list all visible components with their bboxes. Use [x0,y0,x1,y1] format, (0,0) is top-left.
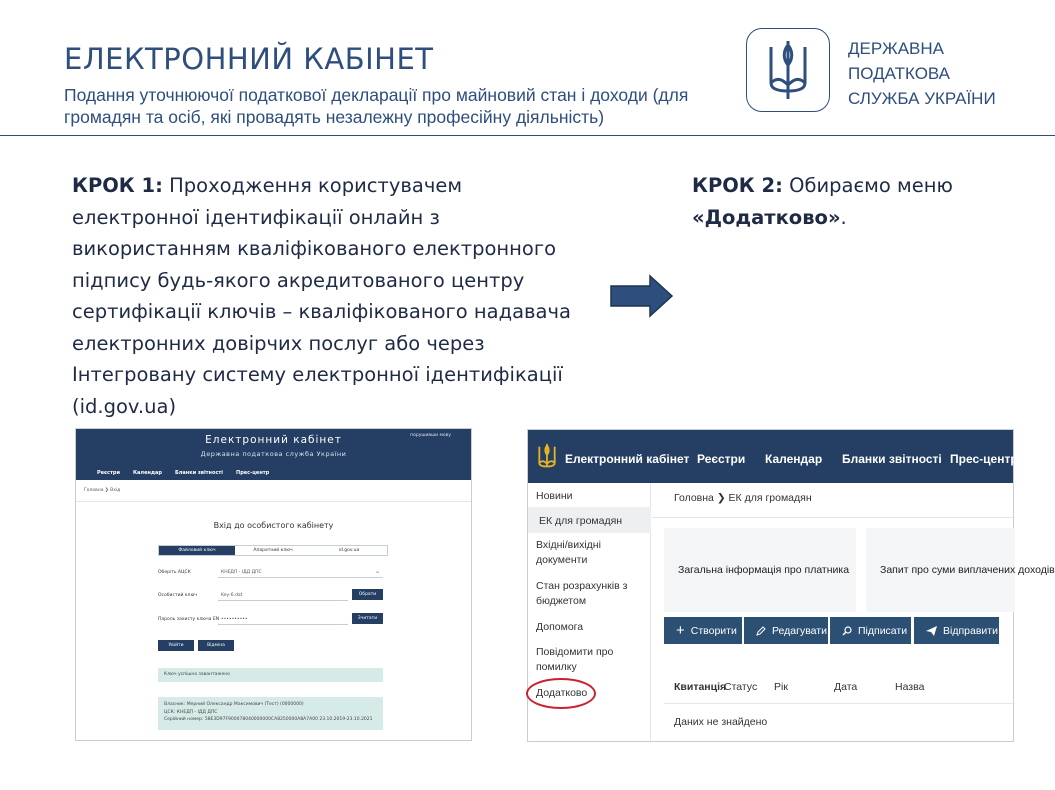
agency-name [848,36,996,111]
sidebar-item-additional[interactable]: Додатково [536,687,588,699]
breadcrumb-current: ЕК для громадян [728,492,812,504]
breadcrumb: Головна ❯ Вхід [76,480,471,502]
sign-button[interactable] [830,617,911,644]
column-date[interactable]: Дата [834,681,858,693]
step-1-description: Проходження користувачем електронної ідентифікації онлайн з використанням кваліфікованого електронного підпису будь-якого акредитованого центру сертифікації ключів – кваліфікованого надавача електронних довірчих послуг або через Інтегровану систему електронної ідентифікації (id.gov.ua) [72,174,571,418]
step-1-label: КРОК 1: [72,174,163,197]
column-year[interactable]: Рік [774,681,788,693]
arrow-right-icon [610,275,674,317]
send-button-label: Відправити [943,624,998,637]
nav-item[interactable]: Календар [132,469,162,476]
certificate-ca: ЦСК: КНЕДП - ІДД ДПС [164,709,218,715]
agency-name-line: ДЕРЖАВНА [848,39,944,58]
read-key-button[interactable]: Зчитати [352,613,383,624]
login-app-title: Електронний кабінет [205,434,342,446]
step-2-text [692,170,1032,233]
column-status[interactable]: Статус [724,681,758,693]
step-2-description: Обираємо меню [782,174,953,197]
password-input[interactable]: •••••••••• [218,615,348,625]
sidebar-item-report-error[interactable]: Повідомити про помилку [536,646,614,673]
plus-icon: + [676,622,685,639]
menu-report-forms[interactable]: Бланки звітності [842,452,942,466]
certificate-serial: Серійний номер: 58E3D97F900078040000000CA8250000A8A7A00 23.10.2019-23.10.2021 [164,717,373,722]
table-header-divider [664,703,1015,704]
agency-name-line: ПОДАТКОВА [848,64,951,83]
sign-button-label: Підписати [858,624,908,637]
chevron-down-icon: ⌄ [374,568,380,575]
login-nav [76,465,471,480]
menu-registries[interactable]: Реєстри [697,452,746,466]
login-button[interactable]: Увійти [158,640,194,651]
step-2-highlight: «Додатково» [692,205,841,229]
step-2-label: КРОК 2: [692,174,783,197]
highlight-ellipse [526,678,596,709]
tab-id-gov[interactable]: id.gov.ua [338,548,360,553]
trident-icon [766,39,810,101]
login-heading: Вхід до особистого кабінету [213,521,334,530]
key-label: Особистий ключ [158,593,197,598]
ca-select-row [158,568,388,578]
nav-item[interactable]: Бланки звітності [174,469,224,476]
login-app-subtitle: Державна податкова служба України [200,450,347,458]
create-button-label: Створити [690,624,737,637]
agency-name-line: СЛУЖБА УКРАЇНИ [848,89,996,108]
sidebar-item-news[interactable]: Новини [536,490,573,502]
password-label: Пароль захисту ключа EN [158,617,220,622]
cancel-button[interactable]: Відміна [198,640,234,651]
sidebar-item-citizens[interactable]: ЕК для громадян [539,515,623,527]
slide-subtitle: Подання уточнюючої податкової декларації про майновий стан і доходи (для громадян та осіб, які провадять незалежну професійну діяльність) [64,85,689,127]
cabinet-screenshot [527,429,1055,742]
step-2-tail: . [840,205,847,229]
header-divider [0,135,1055,136]
agency-logo [746,28,830,112]
sidebar-item-budget[interactable]: Стан розрахунків з бюджетом [536,580,628,607]
breadcrumb-home[interactable]: Головна [674,492,714,504]
column-receipt[interactable]: Квитанція [674,681,727,693]
slide-title: ЕЛЕКТРОННИЙ КАБІНЕТ [64,42,434,76]
column-name[interactable]: Назва [895,681,925,693]
nav-item[interactable]: Реєстри [97,469,120,476]
empty-table-message: Даних не знайдено [674,716,768,728]
choose-file-button[interactable]: Обрати [352,589,383,600]
breadcrumb [674,492,812,504]
sidebar-item-documents[interactable]: Вхідні/вихідні документи [536,539,601,566]
login-header [76,429,471,465]
card-income-request[interactable]: Запит про суми виплачених доходів [866,528,1015,612]
send-button[interactable] [914,617,999,644]
key-file-input[interactable]: Key-6.dat [218,591,348,601]
menu-press-center[interactable]: Прес-центр [950,452,1018,466]
cabinet-header [528,430,1018,483]
send-icon [926,626,937,636]
trident-icon [537,443,557,471]
ca-select[interactable] [218,568,383,578]
chevron-right-icon: ❯ [716,492,729,504]
step-1-text [72,170,592,422]
card-payer-info[interactable]: Загальна інформація про платника [664,528,856,612]
tab-hardware-key[interactable]: Апаратний ключ [253,548,293,553]
cabinet-brand[interactable]: Електронний кабінет [565,452,690,466]
key-type-tabs [158,545,388,556]
certificate-info [158,697,383,730]
sidebar-item-help[interactable]: Допомога [536,621,584,633]
login-screenshot [75,428,472,741]
ca-label: Оберіть АЦСК [158,570,191,575]
pencil-icon [756,626,766,636]
nav-item[interactable]: Прес-центр [236,469,270,476]
ca-value: КНЕДП - ІДД ДПС [221,570,262,575]
tab-file-key[interactable]: Файловий ключ [159,546,235,555]
language-link[interactable]: порушивши мову [410,433,451,438]
edit-button[interactable] [744,617,828,644]
create-button[interactable] [664,617,742,644]
edit-button-label: Редагувати [772,624,827,637]
breadcrumb-divider [652,517,1015,518]
search-icon [842,626,852,636]
certificate-owner: Власник: Мерний Олександр Максимович (Тест) (0000000) [164,702,304,707]
menu-calendar[interactable]: Календар [765,452,823,466]
key-loaded-notice: Ключ успішно завантажено [158,668,383,682]
